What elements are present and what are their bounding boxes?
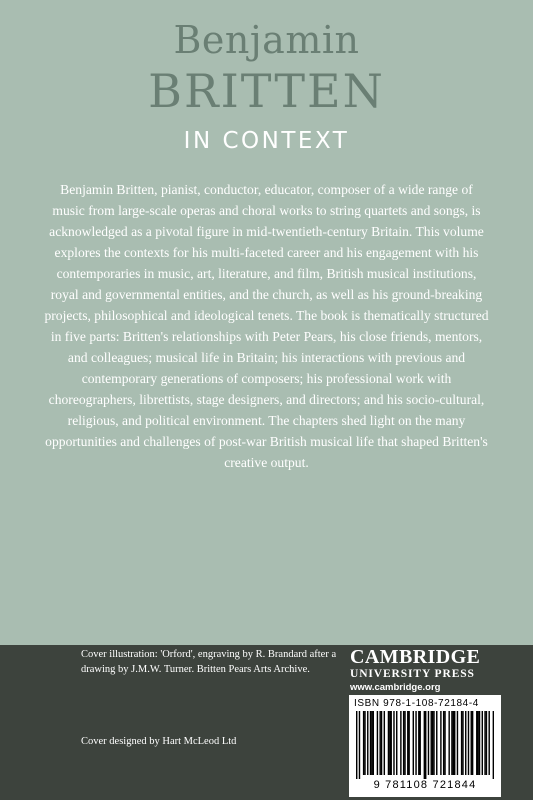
- blurb-text: Benjamin Britten, pianist, conductor, educator, composer of a wide range of music from large-scale operas and choral works to string quartets and songs, is acknowledged as a pivotal figure in mid-twentieth-century Britain. This volume explores the contexts for his multi-faceted career and his engagement with his contemporaries in music, art, literature, and film, British musical institutions, royal and governmental entities, and the church, as well as his ground-breaking projects, philosophical and ideological tenets. The book is thematically structured in five parts: Britten's relationships with Peter Pears, his close friends, mentors, and colleagues; musical life in Britain; his interactions with previous and contemporary generations of composers; his professional work with choreographers, librettists, stage designers, and directors; and his socio-cultural, religious, and political environment. The chapters shed light on the many opportunities and challenges of post-war British musical life that shaped Britten's creative output.: [44, 182, 489, 470]
- barcode-icon: [356, 711, 494, 779]
- barcode-panel: [349, 695, 501, 797]
- title-subtitle: IN CONTEXT: [183, 128, 350, 154]
- publisher-url: www.cambridge.org: [350, 682, 441, 693]
- cover-illustration-credit: Cover illustration: 'Orford', engraving by R. Brandard after a drawing by J.M.W. Turner. Britten Pears Arts Archive.: [81, 649, 337, 675]
- title-first-name: Benjamin: [173, 18, 360, 62]
- cover-design-credit: Cover designed by Hart McLeod Ltd: [81, 736, 237, 747]
- publisher-press: UNIVERSITY PRESS: [350, 668, 475, 680]
- barcode-digits: 9 781108 721844: [373, 779, 477, 791]
- publisher-name: CAMBRIDGE: [350, 646, 481, 668]
- publisher-logo: [350, 647, 500, 694]
- footer-band: [0, 645, 533, 800]
- isbn-label: ISBN 978-1-108-72184-4: [354, 698, 479, 709]
- title-last-name: BRITTEN: [148, 64, 385, 118]
